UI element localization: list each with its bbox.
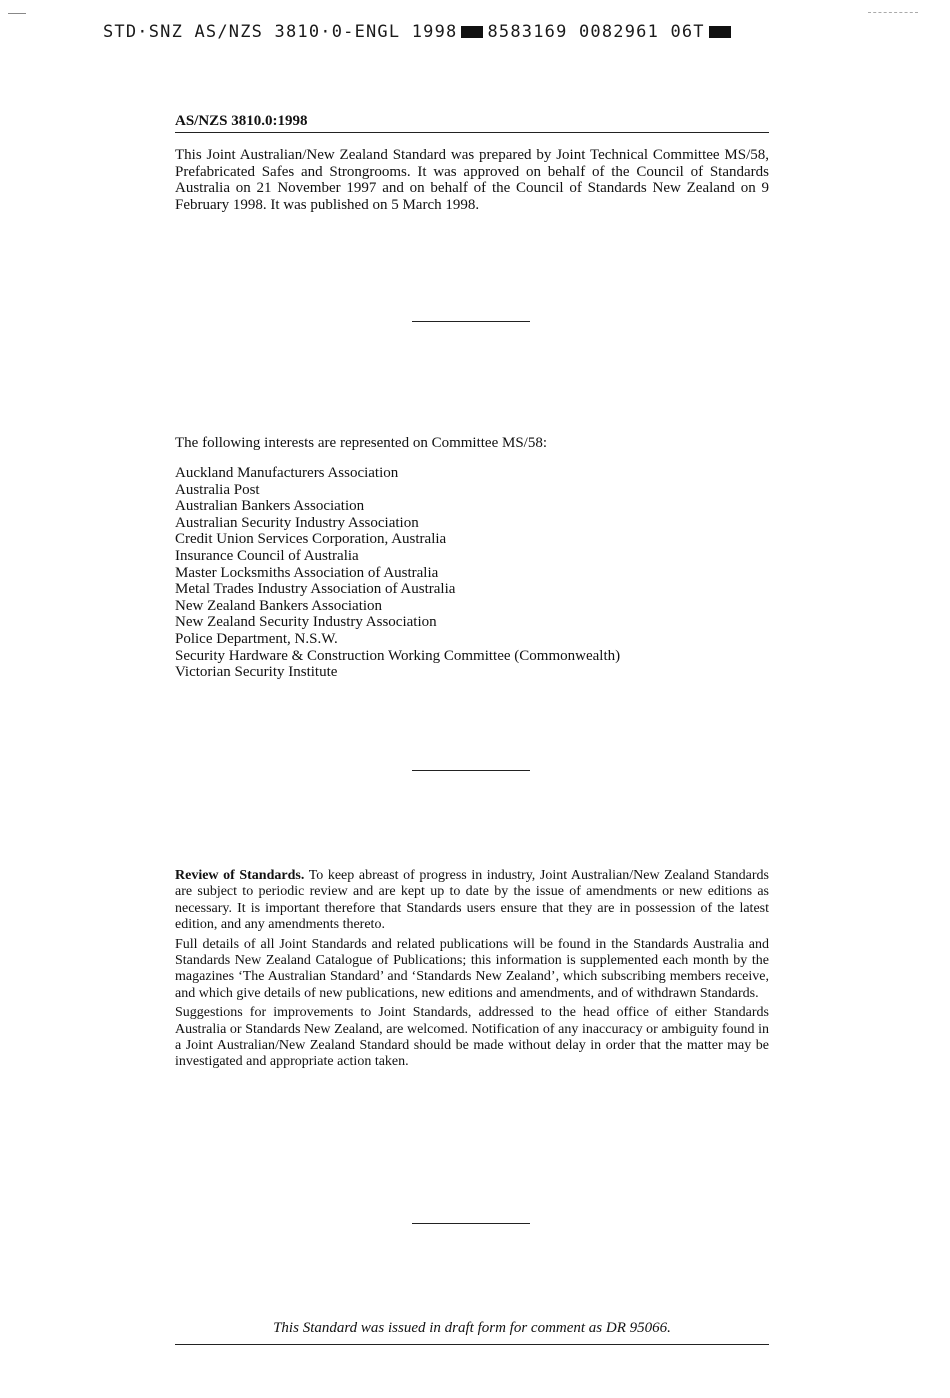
list-item: Australia Post: [175, 481, 260, 498]
list-item: Auckland Manufacturers Association: [175, 465, 399, 481]
section-divider: [412, 1223, 530, 1224]
list-item: Master Locksmiths Association of Australia: [175, 564, 439, 581]
draft-note: This Standard was issued in draft form for comment as DR 95066.: [273, 1320, 671, 1336]
list-item: Credit Union Services Corporation, Australia: [175, 531, 447, 548]
section-divider: [412, 770, 530, 771]
black-block-mark: [461, 26, 483, 38]
list-item: Metal Trades Industry Association of Australia: [175, 581, 456, 598]
list-item: New Zealand Security Industry Association: [175, 614, 437, 631]
review-paragraph: [175, 868, 769, 934]
standard-reference: AS/NZS 3810.0:1998: [175, 113, 308, 129]
preparation-paragraph: This Joint Australian/New Zealand Standard was prepared by Joint Technical Committee MS/58, Prefabricated Safes and Strongrooms. It was approved on behalf of the Council of Standards Australia on 21 November 1997 and on behalf of the Council of Standards New Zealand on 9 February 1998. It was published on 5 March 1998.: [175, 147, 769, 213]
list-item: Australian Bankers Association: [175, 498, 365, 515]
heading-rule: [175, 132, 769, 133]
scan-artifact: [868, 12, 918, 13]
list-item: Insurance Council of Australia: [175, 547, 359, 564]
document-code-header: [103, 22, 783, 42]
list-item: Victorian Security Institute: [175, 664, 338, 681]
section-divider: [412, 321, 530, 322]
list-item: New Zealand Bankers Association: [175, 597, 383, 614]
review-of-standards-section: [175, 868, 769, 1074]
catalogue-paragraph: Full details of all Joint Standards and related publications will be found in the Standards Australia and Standards New Zealand Catalogue of Publications; this information is supplemented each month by the magazines ‘The Australian Standard’ and ‘Standards New Zealand’, which subscribing members receive, and which give details of new publications, new editions and amendments, and of withdrawn Standards.: [175, 936, 769, 1001]
document-code: STD·SNZ AS/NZS 3810·0-ENGL 1998: [103, 22, 458, 42]
document-number-code: 8583169 0082961 06T: [487, 22, 705, 42]
review-text: To keep abreast of progress in industry, Joint Australian/New Zealand Standards are subject to periodic review and are kept up to date by the issue of amendments or new editions as necessary. It is important therefore that Standards users ensure that they are in possession of the latest edition, and any amendments thereto.: [175, 868, 770, 933]
list-item: Security Hardware & Construction Working Committee (Commonwealth): [175, 647, 621, 664]
list-item: Australian Security Industry Association: [175, 514, 419, 531]
footer-rule: [175, 1344, 769, 1345]
black-block-mark: [709, 26, 731, 38]
suggestions-paragraph: Suggestions for improvements to Joint Standards, addressed to the head office of either Standards Australia or Standards New Zealand, are welcomed. Notification of any inaccuracy or ambiguity found in a Joint Australian/New Zealand Standard should be made without delay in order that the matter may be investigated and appropriate action taken.: [175, 1005, 769, 1070]
committee-member-list: [175, 465, 769, 681]
review-heading: Review of Standards.: [175, 868, 305, 883]
scan-artifact: [8, 13, 26, 14]
list-item: Police Department, N.S.W.: [175, 630, 338, 647]
committee-intro: The following interests are represented on Committee MS/58:: [175, 435, 547, 451]
